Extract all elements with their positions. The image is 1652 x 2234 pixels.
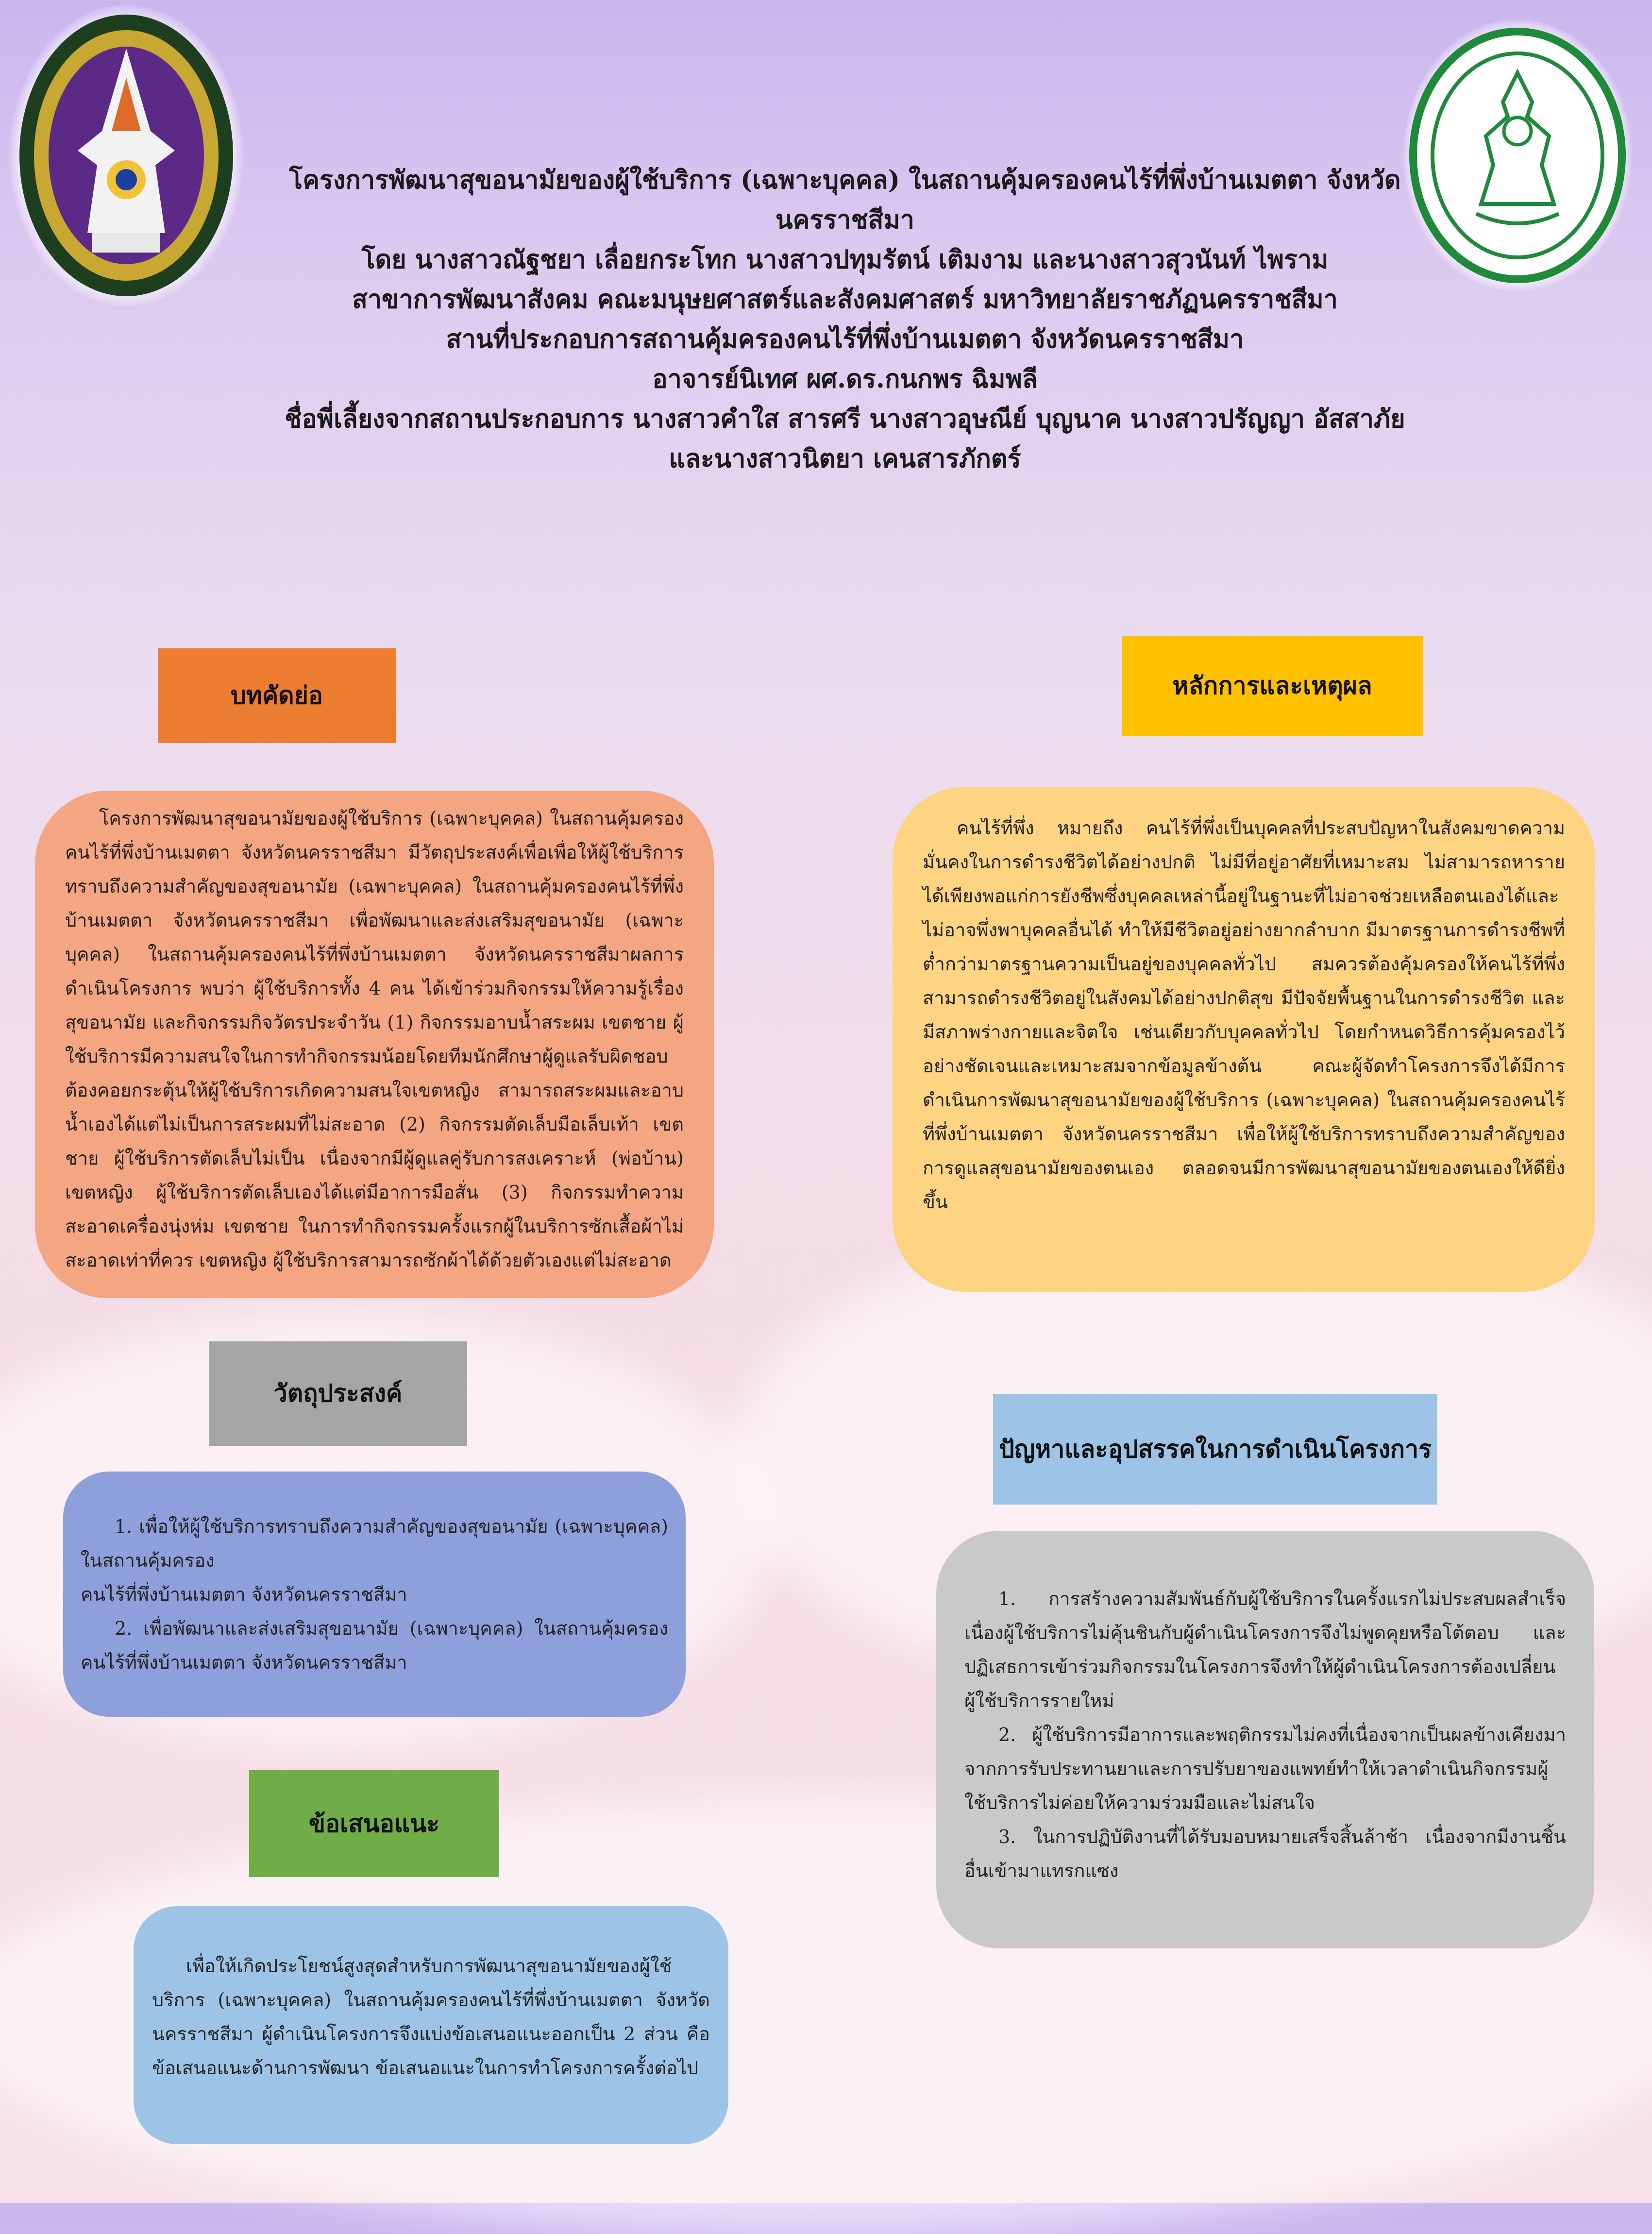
mentors: ชื่อพี่เลี้ยงจากสถานประกอบการ นางสาวคำใส สารศรี นางสาวอุษณีย์ บุญนาค นางสาวปรัญญา อัสสาภัย xyxy=(285,404,1405,434)
rationale-heading xyxy=(1122,636,1423,736)
abstract-panel xyxy=(35,791,714,1298)
objectives-heading-text: วัตถุประสงค์ xyxy=(273,1379,403,1407)
problem-item-2: 2. ผู้ใช้บริการมีอาการและพฤติกรรมไม่คงที่เนื่องจากเป็นผลข้างเคียงมาจากการรับประทานยาและการปรับยาของแพทย์ทำให้เวลาดำเนินกิจกรรมผู้ใช้บริการไม่ค่อยให้ความร่วมมือและไม่สนใจ xyxy=(964,1724,1566,1813)
objective-item-1: 1. เพื่อให้ผู้ใช้บริการทราบถึงความสำคัญของสุขอนามัย (เฉพาะบุคคล) ในสถานคุ้มครอง xyxy=(81,1516,668,1571)
university-logo xyxy=(10,5,243,306)
suggestions-panel xyxy=(134,1906,728,2144)
problem-item-3: 3. ในการปฏิบัติงานที่ได้รับมอบหมายเสร็จสิ้นล้าช้า เนื่องจากมีงานชิ้นอื่นเข้ามาแทรกแซง xyxy=(964,1826,1566,1881)
problem-item-1: 1. การสร้างความสัมพันธ์กับผู้ใช้บริการในครั้งแรกไม่ประสบผลสำเร็จ เนื่องผู้ใช้บริการไม่คุ้นชินกับผู้ดำเนินโครงการจึงไม่พูดคุยหรือโต้ตอบ และปฏิเสธการเข้าร่วมกิจกรรมในโครงการจึงทำให้ผู้ดำเนินโครงการต้องเปลี่ยนผู้ใช้บริการรายใหม่ xyxy=(964,1588,1566,1711)
department: สาขาการพัฒนาสังคม คณะมนุษยศาสตร์และสังคมศาสตร์ มหาวิทยาลัยราชภัฏนครราชสีมา xyxy=(352,285,1338,314)
suggestions-heading xyxy=(249,1770,499,1877)
abstract-heading-text: บทคัดย่อ xyxy=(231,681,323,710)
rationale-heading-text: หลักการและเหตุผล xyxy=(1172,671,1372,700)
suggestions-heading-text: ข้อเสนอแนะ xyxy=(308,1809,440,1838)
place: สานที่ประกอบการสถานคุ้มครองคนไร้ที่พึ่งบ้านเมตตา จังหวัดนครราชสีมา xyxy=(446,324,1244,354)
objectives-heading xyxy=(209,1341,467,1446)
advisor: อาจารย์นิเทศ ผศ.ดร.กนกพร ฉิมพลี xyxy=(652,364,1038,394)
authors: โดย นางสาวณัฐชยา เลื่อยกระโทก นางสาวปทุมรัตน์ เติมงาม และนางสาวสุวนันท์ ไพราม xyxy=(361,245,1329,274)
abstract-heading xyxy=(158,648,396,743)
objective-item-2: 2. เพื่อพัฒนาและส่งเสริมสุขอนามัย (เฉพาะบุคคล) ในสถานคุ้มครองคนไร้ที่พึ่งบ้านเมตตา จังหวัดนครราชสีมา xyxy=(81,1618,668,1673)
problems-heading-text: ปัญหาและอุปสรรคในการดำเนินโครงการ xyxy=(998,1434,1432,1463)
objective-item-1-continued: คนไร้ที่พึ่งบ้านเมตตา จังหวัดนครราชสีมา xyxy=(81,1584,407,1605)
social-development-ministry-seal-icon xyxy=(1403,19,1632,291)
mentors-continued: และนางสาวนิตยา เคนสารภักตร์ xyxy=(669,444,1021,474)
abstract-text: โครงการพัฒนาสุขอนามัยของผู้ใช้บริการ (เฉพาะบุคคล) ในสถานคุ้มครองคนไร้ที่พึ่งบ้านเมตตา จังหวัดนครราชสีมา มีวัตถุประสงค์เพื่อเพื่อให้ผู้ใช้บริการทราบถึงความสำคัญของสุขอนามัย (เฉพาะบุคคล) ในสถานคุ้มครองคนไร้ที่พึ่งบ้านเมตตา จังหวัดนครราชสีมา เพื่อพัฒนาและส่งเสริมสุขอนามัย (เฉพาะบุคคล) ในสถานคุ้มครองคนไร้ที่พึ่งบ้านเมตตา จังหวัดนครราชสีมาผลการดำเนินโครงการ พบว่า ผู้ใช้บริการทั้ง 4 คน ได้เข้าร่วมกิจกรรมให้ความรู้เรื่องสุขอนามัย และกิจกรรมกิจวัตรประจำวัน (1) กิจกรรมอาบน้ำสระผม เขตชาย ผู้ใช้บริการมีความสนใจในการทำกิจกรรมน้อยโดยทีมนักศึกษาผู้ดูแลรับผิดชอบต้องคอยกระตุ้นให้ผู้ใช้บริการเกิดความสนใจเขตหญิง สามารถสระผมและอาบน้ำเองได้แต่ไม่เป็นการสระผมที่ไม่สะอาด (2) กิจกรรมตัดเล็บมือเล็บเท้า เขตชาย ผู้ใช้บริการตัดเล็บไม่เป็น เนื่องจากมีผู้ดูแลคู่รับการสงเคราะห์ (พ่อบ้าน) เขตหญิง ผู้ใช้บริการตัดเล็บเองได้แต่มีอาการมือสั่น (3) กิจกรรมทำความสะอาดเครื่องนุ่งห่ม เขตชาย ในการทำกิจกรรมครั้งแรกผู้ในบริการซักเสื้อผ้าไม่สะอาดเท่าที่ควร เขตหญิง ผู้ใช้บริการสามารถซักผ้าได้ด้วยตัวเองแต่ไม่สะอาด xyxy=(65,808,684,1271)
rationale-panel xyxy=(893,787,1595,1292)
ministry-logo xyxy=(1403,19,1632,291)
rationale-text: คนไร้ที่พึ่ง หมายถึง คนไร้ที่พึ่งเป็นบุคคลที่ประสบปัญหาในสังคมขาดความมั่นคงในการดำรงชีวิตได้อย่างปกติ ไม่มีที่อยู่อาศัยที่เหมาะสม ไม่สามารถหารายได้เพียงพอแก่การยังชีพซึ่งบุคคลเหล่านี้อยู่ในฐานะที่ไม่อาจช่วยเหลือตนเองได้และไม่อาจพึ่งพาบุคคลอื่นได้ ทำให้มีชีวิตอยู่อย่างยากลำบาก มีมาตรฐานการดำรงชีพที่ต่ำกว่ามาตรฐานความเป็นอยู่ของบุคคลทั่วไป สมควรต้องคุ้มครองให้คนไร้ที่พึ่งสามารถดำรงชีวิตอยู่ในสังคมได้อย่างปกติสุข มีปัจจัยพื้นฐานในการดำรงชีวิต และมีสภาพร่างกายและจิตใจ เช่นเดียวกับบุคคลทั่วไป โดยกำหนดวิธีการคุ้มครองไว้อย่างชัดเจนและเหมาะสมจากข้อมูลข้างต้น คณะผู้จัดทำโครงการจึงได้มีการดำเนินการพัฒนาสุขอนามัยของผู้ใช้บริการ (เฉพาะบุคคล) ในสถานคุ้มครองคนไร้ที่พึ่งบ้านเมตตา จังหวัดนครราชสีมา เพื่อให้ผู้ใช้บริการทราบถึงความสำคัญของการดูแลสุขอนามัยของตนเอง ตลอดจนมีการพัฒนาสุขอนามัยของตนเองให้ดียิ่งขึ้น xyxy=(923,817,1565,1213)
project-title-continued: นครราชสีมา xyxy=(775,205,914,235)
poster-title-block xyxy=(272,160,1418,479)
nakhon-ratchasima-rajabhat-university-seal-icon xyxy=(10,5,243,306)
project-title: โครงการพัฒนาสุขอนามัยของผู้ใช้บริการ (เฉพาะบุคคล) ในสถานคุ้มครองคนไร้ที่พึ่งบ้านเมตตา จังหวัด xyxy=(289,165,1401,195)
problems-heading xyxy=(993,1394,1437,1505)
objectives-panel xyxy=(63,1472,686,1717)
suggestions-text: เพื่อให้เกิดประโยชน์สูงสุดสำหรับการพัฒนาสุขอนามัยของผู้ใช้บริการ (เฉพาะบุคคล) ในสถานคุ้มครองคนไร้ที่พึ่งบ้านเมตตา จังหวัดนครราชสีมา ผู้ดำเนินโครงการจึงแบ่งข้อเสนอแนะออกเป็น 2 ส่วน คือ ข้อเสนอแนะด้านการพัฒนา ข้อเสนอแนะในการทำโครงการครั้งต่อไป xyxy=(152,1955,710,2079)
problems-panel xyxy=(936,1531,1594,1948)
